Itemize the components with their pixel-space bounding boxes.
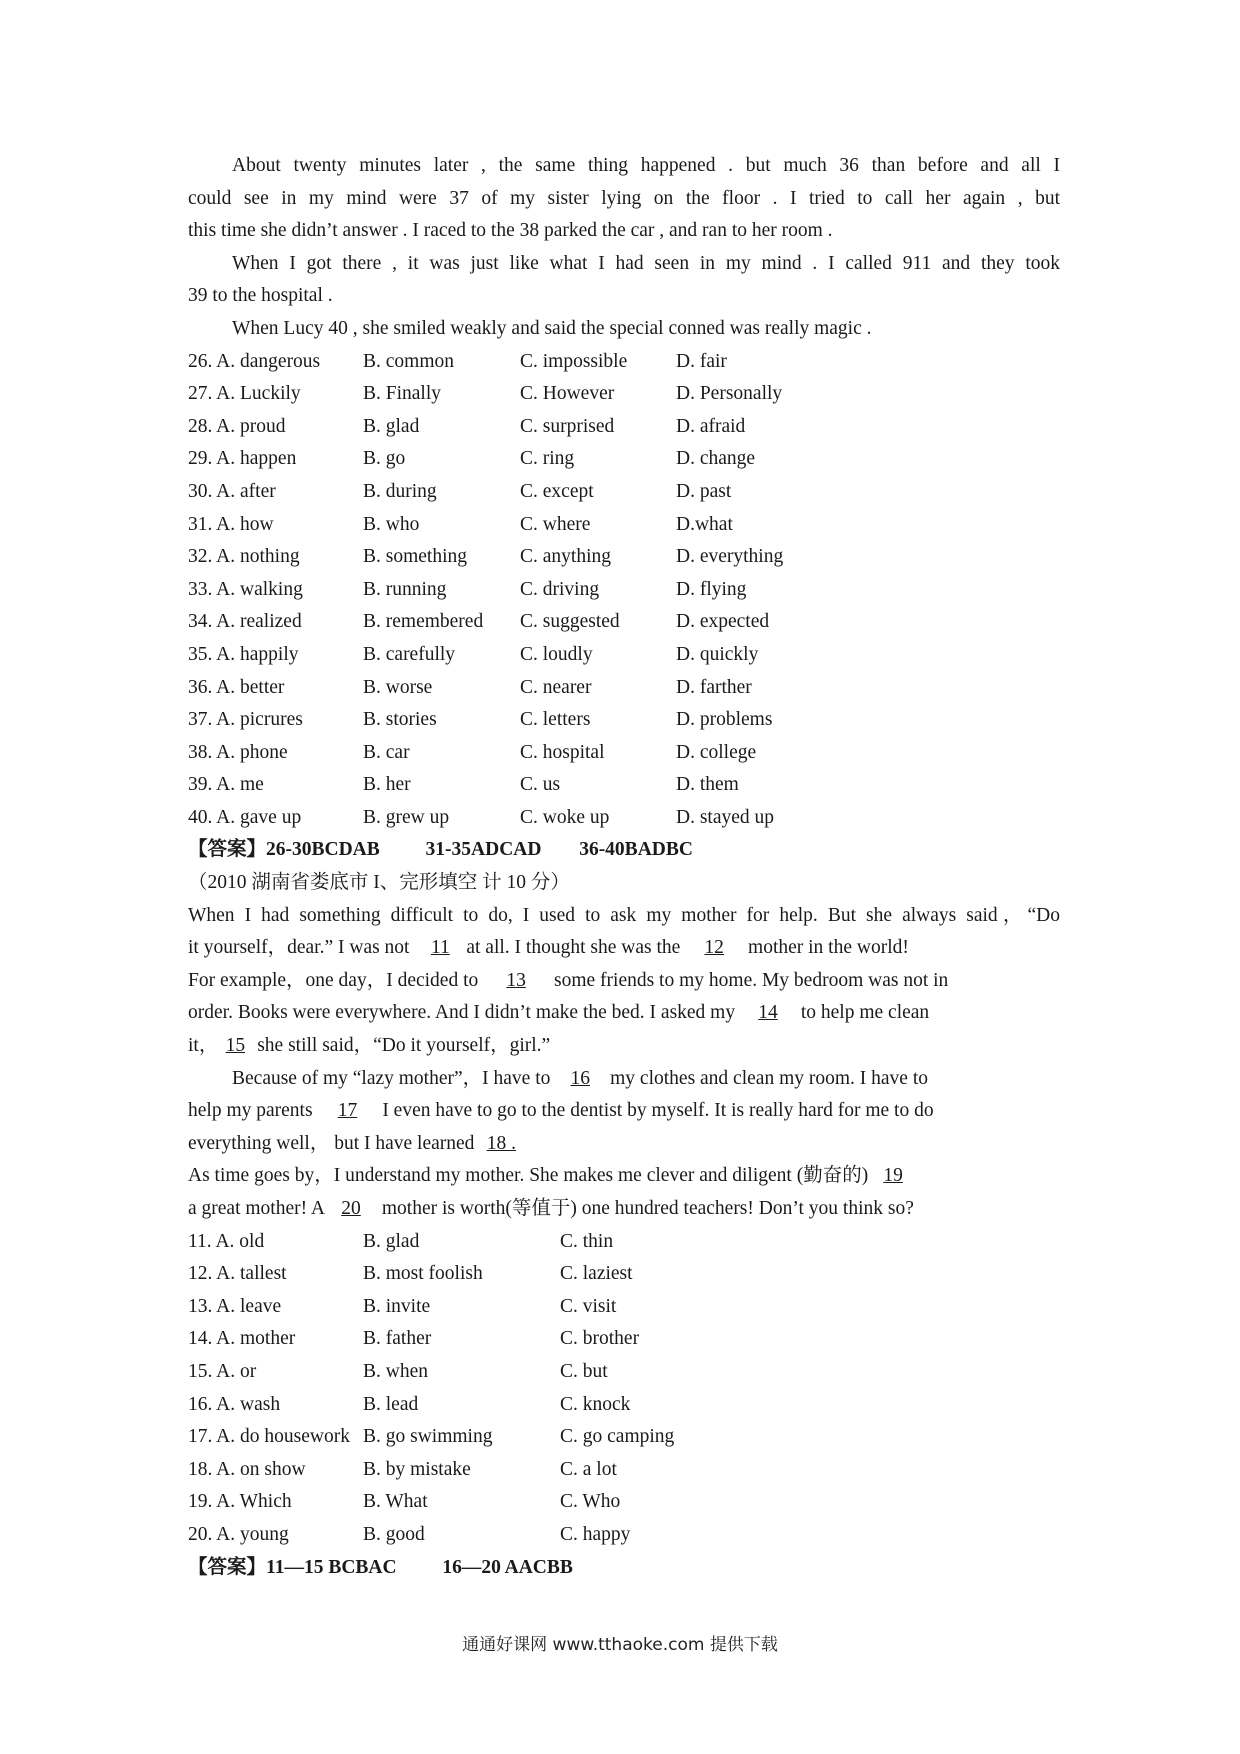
blank-19: 19	[883, 1165, 903, 1187]
question-row	[188, 346, 1060, 379]
option-a: 37. A. picrures	[188, 709, 303, 731]
question-row	[188, 509, 1060, 542]
question-row	[188, 378, 1060, 411]
question-row	[188, 704, 1060, 737]
option-b: B. running	[363, 578, 447, 600]
option-c: C. us	[520, 774, 561, 796]
blank-13: 13	[506, 969, 526, 991]
option-b: B. stories	[363, 709, 437, 731]
question-row	[188, 639, 1060, 672]
question-row	[188, 606, 1060, 639]
option-a: 15. A. or	[188, 1360, 257, 1382]
option-c: C. suggested	[520, 611, 620, 633]
passage1-line-3: this time she didn’t answer . I raced to the 38 parked the car , and ran to her room .	[188, 220, 833, 242]
option-a: 36. A. better	[188, 676, 285, 698]
passage1-line-1: About twenty minutes later , the same thing happened . but much 36 than before and all I	[232, 155, 1060, 176]
option-b: B. go	[363, 448, 406, 470]
option-d: D. them	[676, 774, 739, 796]
option-d: D. flying	[676, 578, 747, 600]
blank-18: 18 .	[486, 1132, 516, 1154]
document-page	[188, 150, 1060, 1584]
option-c: C. knock	[560, 1393, 631, 1415]
option-c: C. nearer	[520, 676, 592, 698]
option-a: 17. A. do housework	[188, 1426, 350, 1448]
question-row	[188, 1258, 1060, 1291]
option-d: D. past	[676, 480, 732, 502]
option-a: 35. A. happily	[188, 643, 299, 665]
option-a: 19. A. Which	[188, 1491, 292, 1513]
option-c: C. hospital	[520, 741, 605, 763]
option-c: C. surprised	[520, 415, 615, 437]
question-row	[188, 574, 1060, 607]
option-d: D.what	[676, 513, 733, 535]
option-c: C. However	[520, 383, 615, 405]
option-b: B. most foolish	[363, 1263, 483, 1285]
answer-label: 【答案】	[188, 839, 267, 861]
option-d: D. quickly	[676, 643, 759, 665]
option-d: D. everything	[676, 546, 784, 568]
section-title: （2010 湖南省娄底市 I、完形填空 计 10 分）	[188, 872, 570, 894]
option-c: C. brother	[560, 1328, 640, 1350]
option-b: B. worse	[363, 676, 433, 698]
question-row	[188, 1291, 1060, 1324]
option-b: B. who	[363, 513, 420, 535]
text: to help me clean	[795, 1002, 930, 1024]
passage2-line-10	[188, 1193, 1060, 1226]
blank-16: 16	[570, 1067, 590, 1089]
passage2-line-3	[188, 965, 1060, 998]
text: it yourself，dear.” I was not	[188, 937, 415, 959]
option-b: B. something	[363, 546, 468, 568]
option-c: C. but	[560, 1360, 608, 1382]
text: I even have to go to the dentist by myself. It is really hard for me to do	[377, 1100, 934, 1122]
option-b: B. go swimming	[363, 1426, 493, 1448]
option-c: C. a lot	[560, 1458, 617, 1480]
option-c: C. laziest	[560, 1263, 633, 1285]
answer-part: 11—15 BCBAC	[266, 1556, 397, 1578]
question-row	[188, 672, 1060, 705]
answer-part: 36-40BADBC	[579, 839, 693, 861]
option-a: 34. A. realized	[188, 611, 302, 633]
option-b: B. Finally	[363, 383, 442, 405]
question-list-26-40	[188, 346, 1060, 835]
option-c: C. except	[520, 480, 594, 502]
option-b: B. remembered	[363, 611, 484, 633]
text: As time goes by，I understand my mother. She makes me clever and diligent (勤奋的)	[188, 1165, 874, 1187]
option-b: B. by mistake	[363, 1458, 471, 1480]
option-a: 30. A. after	[188, 480, 276, 502]
option-a: 12. A. tallest	[188, 1263, 287, 1285]
text: Because of my “lazy mother”，I have to	[232, 1067, 556, 1089]
blank-12: 12	[704, 937, 724, 959]
option-a: 33. A. walking	[188, 578, 303, 600]
option-a: 11. A. old	[188, 1230, 265, 1252]
passage2-line-4	[188, 997, 1060, 1030]
question-row	[188, 1323, 1060, 1356]
option-b: B. invite	[363, 1295, 431, 1317]
option-c: C. woke up	[520, 806, 610, 828]
option-c: C. go camping	[560, 1426, 675, 1448]
option-a: 32. A. nothing	[188, 546, 300, 568]
answer-part: 31-35ADCAD	[425, 839, 542, 861]
blank-14: 14	[758, 1002, 778, 1024]
passage2-line-6	[188, 1063, 1060, 1096]
question-row	[188, 1356, 1060, 1389]
text: everything well， but I have learned	[188, 1132, 480, 1154]
passage2-line-1: When I had something difficult to do, I used to ask my mother for help. But she always said，“Do	[188, 904, 1060, 926]
option-b: B. during	[363, 480, 437, 502]
option-d: D. farther	[676, 676, 752, 698]
option-a: 14. A. mother	[188, 1328, 296, 1350]
option-d: D. expected	[676, 611, 770, 633]
option-d: D. college	[676, 741, 757, 763]
option-c: C. loudly	[520, 643, 593, 665]
passage2-line-5	[188, 1030, 1060, 1063]
text: order. Books were everywhere. And I didn’t make the bed. I asked my	[188, 1002, 740, 1024]
question-row	[188, 541, 1060, 574]
text: mother is worth(等值于) one hundred teachers! Don’t you think so?	[377, 1198, 914, 1219]
text: help my parents	[188, 1100, 318, 1122]
option-b: B. car	[363, 741, 410, 763]
option-c: C. Who	[560, 1491, 621, 1513]
option-b: B. common	[363, 350, 454, 372]
passage1-line-5: 39 to the hospital .	[188, 285, 333, 307]
option-a: 27. A. Luckily	[188, 383, 301, 405]
option-a: 13. A. leave	[188, 1295, 282, 1317]
option-b: B. glad	[363, 415, 420, 437]
blank-17: 17	[337, 1100, 358, 1122]
option-c: C. visit	[560, 1295, 617, 1317]
option-c: C. where	[520, 513, 591, 535]
option-d: D. Personally	[676, 383, 783, 405]
text: mother in the world!	[743, 937, 909, 959]
answer-key-11-20	[188, 1552, 1060, 1585]
option-c: C. ring	[520, 448, 575, 470]
option-d: D. problems	[676, 709, 773, 731]
answer-label: 【答案】	[188, 1556, 267, 1578]
passage1-line-6: When Lucy 40 , she smiled weakly and said the special conned was really magic .	[232, 317, 872, 339]
answer-key-26-40	[188, 834, 1060, 867]
option-b: B. father	[363, 1328, 432, 1350]
passage1-line-4: When I got there , it was just like what I had seen in my mind . I called 911 and they took	[232, 252, 1060, 274]
option-a: 31. A. how	[188, 513, 274, 535]
option-c: C. happy	[560, 1523, 631, 1545]
option-a: 28. A. proud	[188, 415, 286, 437]
question-row	[188, 802, 1060, 835]
option-a: 26. A. dangerous	[188, 350, 321, 372]
question-row	[188, 1486, 1060, 1519]
question-row	[188, 1454, 1060, 1487]
blank-15: 15	[225, 1035, 246, 1057]
option-b: B. What	[363, 1491, 428, 1513]
blank-11: 11	[430, 937, 450, 959]
option-a: 20. A. young	[188, 1523, 289, 1545]
blank-20: 20	[341, 1198, 361, 1219]
question-row	[188, 476, 1060, 509]
passage2-line-7	[188, 1095, 1060, 1128]
option-b: B. carefully	[363, 643, 456, 665]
option-b: B. grew up	[363, 806, 450, 828]
passage2-line-8	[188, 1128, 1060, 1161]
question-row	[188, 737, 1060, 770]
question-row	[188, 1389, 1060, 1422]
answer-part: 16—20 AACBB	[442, 1556, 573, 1578]
option-a: 18. A. on show	[188, 1458, 306, 1480]
question-row	[188, 443, 1060, 476]
passage2-line-2	[188, 932, 1060, 965]
option-b: B. glad	[363, 1230, 420, 1252]
option-a: 29. A. happen	[188, 448, 297, 470]
option-b: B. her	[363, 774, 411, 796]
option-c: C. thin	[560, 1230, 614, 1252]
option-d: D. change	[676, 448, 756, 470]
question-row	[188, 411, 1060, 444]
option-b: B. good	[363, 1523, 425, 1545]
option-c: C. driving	[520, 578, 600, 600]
answer-part: 26-30BCDAB	[266, 839, 380, 861]
option-c: C. letters	[520, 709, 591, 731]
text: she still said，“Do it yourself，girl.”	[252, 1035, 551, 1057]
option-a: 39. A. me	[188, 774, 264, 796]
text: a great mother! A	[188, 1198, 325, 1219]
question-list-11-20	[188, 1226, 1060, 1552]
option-b: B. when	[363, 1360, 428, 1382]
text: my clothes and clean my room. I have to	[605, 1067, 928, 1089]
question-row	[188, 1226, 1060, 1259]
passage1-line-2: could see in my mind were 37 of my sister lying on the floor . I tried to call her again , but	[188, 187, 1060, 209]
passage2-line-9	[188, 1160, 1060, 1193]
option-b: B. lead	[363, 1393, 419, 1415]
option-d: D. stayed up	[676, 806, 775, 828]
option-d: D. fair	[676, 350, 727, 372]
option-c: C. anything	[520, 546, 611, 568]
question-row	[188, 1519, 1060, 1552]
footer-credit: 通通好课网 www.tthaoke.com 提供下载	[462, 1635, 778, 1655]
option-a: 16. A. wash	[188, 1393, 281, 1415]
option-a: 38. A. phone	[188, 741, 288, 763]
question-row	[188, 1421, 1060, 1454]
text: For example，one day，I decided to	[188, 969, 484, 991]
text: at all. I thought she was the	[466, 937, 686, 959]
text: it，	[188, 1035, 219, 1057]
text: some friends to my home. My bedroom was not in	[549, 969, 949, 991]
option-d: D. afraid	[676, 415, 746, 437]
question-row	[188, 769, 1060, 802]
option-c: C. impossible	[520, 350, 628, 372]
option-a: 40. A. gave up	[188, 806, 302, 828]
